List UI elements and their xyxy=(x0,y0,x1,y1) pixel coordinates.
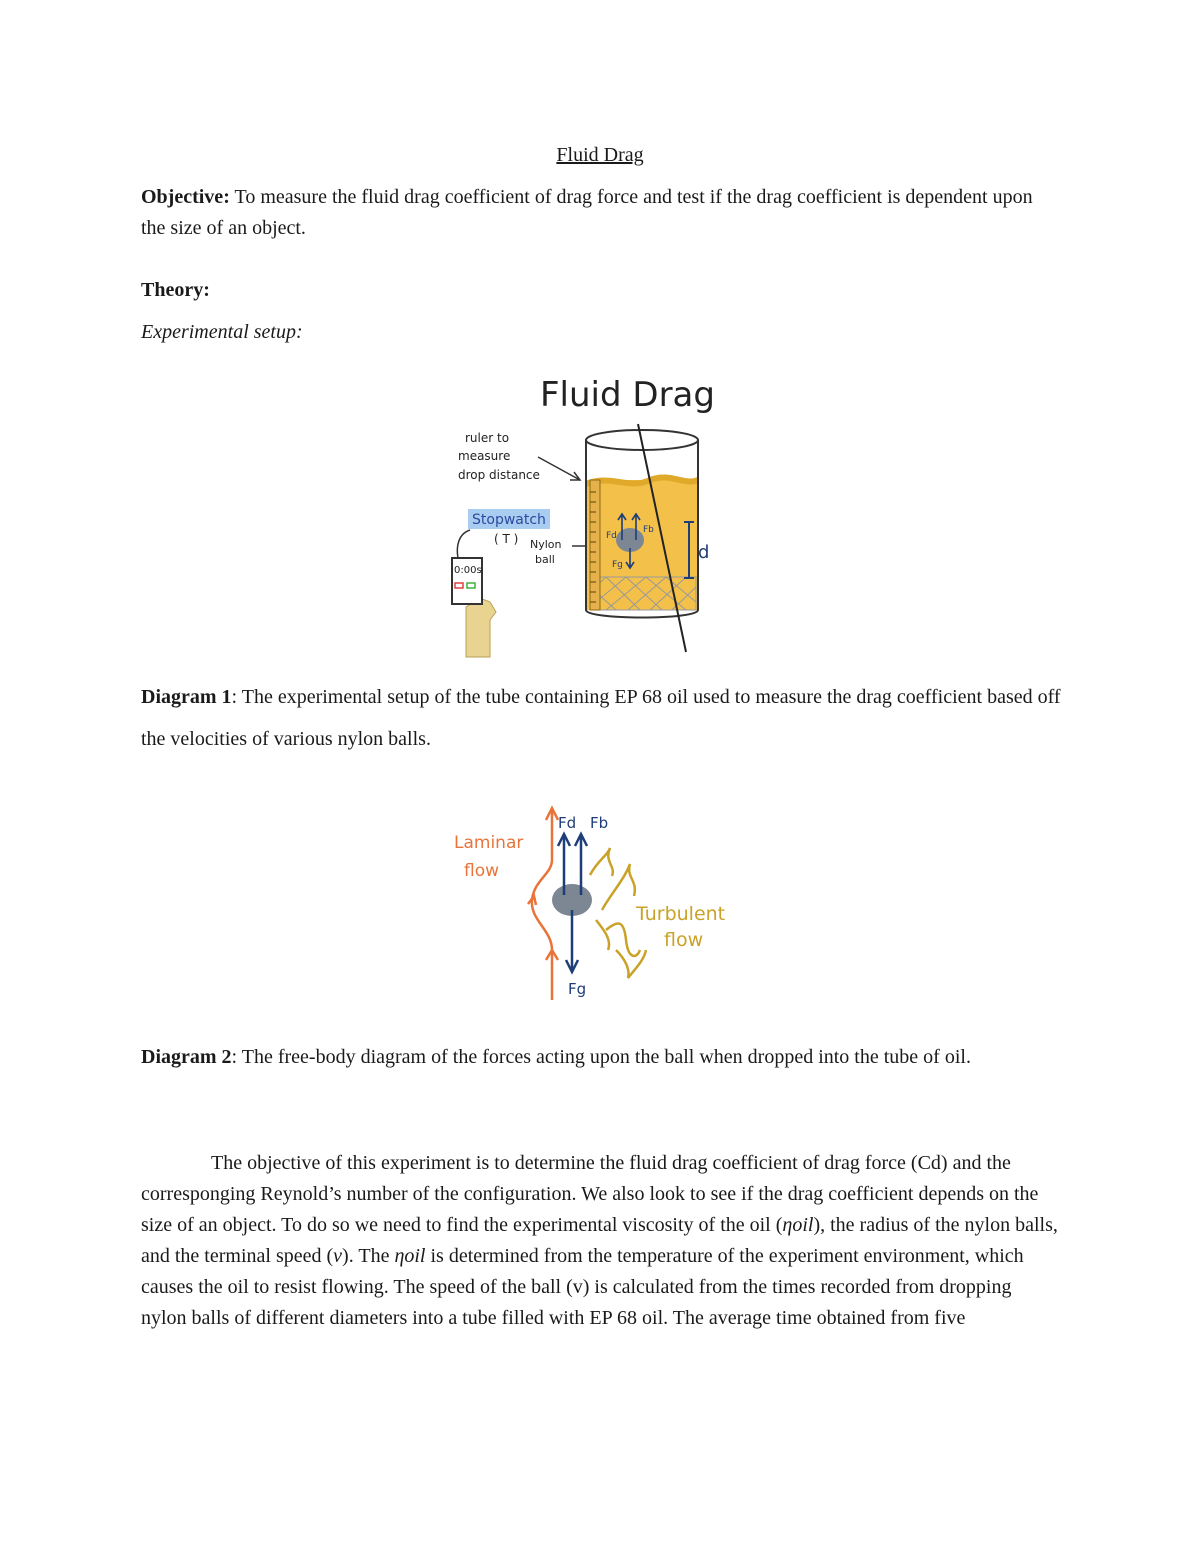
body-v-1: v xyxy=(333,1245,343,1267)
body-text-2: ), the radius of the nylon balls, and the terminal speed ( xyxy=(141,1214,1058,1267)
ruler-pointer-arrow xyxy=(538,457,580,480)
ruler xyxy=(590,480,600,610)
diagram2-caption-text: : The free-body diagram of the forces acting upon the ball when dropped into the tube of oil. xyxy=(231,1046,971,1068)
setup-sketch xyxy=(440,362,740,662)
sketch-title: Fluid Drag xyxy=(540,375,715,415)
ball-note-line2: ball xyxy=(535,553,555,566)
force-label-fg: Fg xyxy=(612,560,623,570)
objective-label: Objective: xyxy=(141,186,230,208)
stopwatch-display: 0:00s xyxy=(454,565,482,576)
oil-surface xyxy=(586,477,698,484)
hand-shape xyxy=(466,598,496,657)
body-eta-1: ηoil xyxy=(782,1214,814,1236)
body-text-4: is determined from the temperature of the experiment environment, which causes the oil to resist flowing. The speed of the ball (v) is calculated from the times recorded from dropping nylon balls of different diameters into a tube filled with EP 68 oil. The average time obtained from five xyxy=(141,1245,1024,1329)
free-body-fg-label: Fg xyxy=(568,980,587,998)
document-title: Fluid Drag xyxy=(556,144,644,166)
time-symbol: ( T ) xyxy=(494,532,519,546)
free-body-fb-label: Fb xyxy=(590,814,609,832)
body-paragraph xyxy=(141,1148,1061,1334)
laminar-label-line1: Laminar xyxy=(454,833,524,853)
laminar-label-line2: flow xyxy=(464,861,500,881)
body-text-1: The objective of this experiment is to determine the fluid drag coefficient of drag force (Cd) and the corresponging Reynold’s number of the configuration. We also look to see if the drag coefficient depends on the size of an object. To do so we need to find the experimental viscosity of the oil ( xyxy=(141,1152,1039,1236)
body-text-3: ). The xyxy=(342,1245,395,1267)
force-label-fb: Fb xyxy=(643,525,654,535)
diagram2-caption xyxy=(141,1036,1061,1078)
ball-note-line1: Nylon xyxy=(530,538,562,551)
diagram2-label: Diagram 2 xyxy=(141,1046,232,1068)
distance-symbol: d xyxy=(698,542,710,563)
free-body-sketch xyxy=(440,800,770,1005)
theory-heading: Theory: xyxy=(141,279,210,301)
diagram1-label: Diagram 1 xyxy=(141,686,232,708)
ruler-note-line3: drop distance xyxy=(458,468,540,482)
body-eta-2: ηoil xyxy=(394,1245,426,1267)
objective-text: To measure the fluid drag coefficient of drag force and test if the drag coefficient is dependent upon the size of an object. xyxy=(141,186,1033,239)
force-label-fd: Fd xyxy=(606,531,617,541)
stopwatch-pointer-line xyxy=(457,530,470,558)
turbulent-label-line1: Turbulent xyxy=(636,903,726,925)
ruler-note-line1: ruler to xyxy=(465,431,510,445)
stopwatch-label: Stopwatch xyxy=(472,512,546,528)
diagram1-caption-text: : The experimental setup of the tube containing EP 68 oil used to measure the drag coefficient based off the velocities of various nylon balls. xyxy=(141,686,1061,750)
free-body-fg-arrow xyxy=(566,910,578,972)
setup-label: Experimental setup: xyxy=(141,321,303,343)
diagram1-caption xyxy=(141,676,1061,760)
objective-paragraph xyxy=(141,182,1061,244)
ruler-note-line2: measure xyxy=(458,449,511,463)
turbulent-label-line2: flow xyxy=(664,929,704,951)
free-body-fd-label: Fd xyxy=(558,814,577,832)
